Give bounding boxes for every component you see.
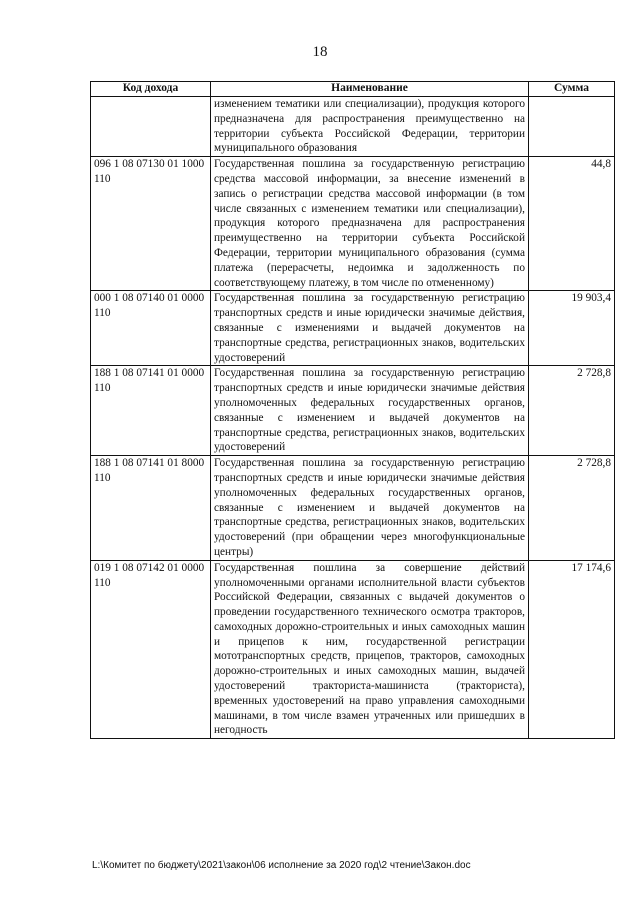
- header-sum: Сумма: [529, 82, 615, 97]
- cell-name: изменением тематики или специализации), продукция которого предназначена для распространения преимущественно на территории субъекта Российской Федерации, территории муниципального образования: [211, 97, 529, 157]
- cell-name: Государственная пошлина за государственную регистрацию транспортных средств и иные юридически значимые действия уполномоченных федеральных государственных органов, связанные с изменением и выдачей документов на транспортные средства, регистрационных знаков, водительских удостоверений: [211, 366, 529, 456]
- cell-code: [91, 97, 211, 157]
- footer-file-path: L:\Комитет по бюджету\2021\закон\06 исполнение за 2020 год\2 чтение\Закон.doc: [92, 860, 471, 871]
- cell-name: Государственная пошлина за совершение действий уполномоченными органами исполнительной власти субъектов Российской Федерации, связанных с выдачей документов о проведении государственного технического осмотра тракторов, самоходных дорожно-строительных и иных самоходных машин и прицепов к ним, государственной регистрации мототранспортных средств, прицепов, тракторов, самоходных дорожно-строительных и иных самоходных машин, выдачей удостоверений тракториста-машиниста (тракториста), временных удостоверений на право управления самоходными машинами, в том числе взамен утраченных или пришедших в негодность: [211, 560, 529, 739]
- cell-code: 188 1 08 07141 01 0000 110: [91, 366, 211, 456]
- cell-sum: 2 728,8: [529, 456, 615, 561]
- cell-sum: 2 728,8: [529, 366, 615, 456]
- cell-sum: [529, 97, 615, 157]
- table-row: [91, 157, 615, 291]
- cell-sum: 17 174,6: [529, 560, 615, 739]
- header-code: Код дохода: [91, 82, 211, 97]
- cell-sum: 44,8: [529, 157, 615, 291]
- cell-code: 096 1 08 07130 01 1000 110: [91, 157, 211, 291]
- table-body: [91, 97, 615, 739]
- header-name: Наименование: [211, 82, 529, 97]
- cell-name: Государственная пошлина за государственную регистрацию транспортных средств и иные юридически значимые действия, связанные с изменениями и выдачей документов на транспортные средства, регистрационных знаков, водительских удостоверений: [211, 291, 529, 366]
- table-row: [91, 291, 615, 366]
- cell-sum: 19 903,4: [529, 291, 615, 366]
- table-header: [91, 82, 615, 97]
- page-number: 18: [312, 44, 328, 60]
- cell-code: 000 1 08 07140 01 0000 110: [91, 291, 211, 366]
- table-row: [91, 97, 615, 157]
- table-row: [91, 366, 615, 456]
- cell-code: 019 1 08 07142 01 0000 110: [91, 560, 211, 739]
- cell-code: 188 1 08 07141 01 8000 110: [91, 456, 211, 561]
- cell-name: Государственная пошлина за государственную регистрацию транспортных средств и иные юридически значимые действия уполномоченных федеральных государственных органов, связанные с изменением и выдачей документов на транспортные средства, регистрационных знаков, водительских удостоверений (при обращении через многофункциональные центры): [211, 456, 529, 561]
- revenue-table: [90, 81, 615, 739]
- table-row: [91, 456, 615, 561]
- table-header-row: [91, 82, 615, 97]
- cell-name: Государственная пошлина за государственную регистрацию средства массовой информации, за внесение изменений в запись о регистрации средства массовой информации (в том числе связанных с изменением тематики или специализации), продукция которого предназначена для распространения преимущественно на территории субъекта Российской Федерации, территории муниципального образования (сумма платежа (перерасчеты, недоимка и задолженность по соответствующему платежу, в том числе по отмененному): [211, 157, 529, 291]
- table-row: [91, 560, 615, 739]
